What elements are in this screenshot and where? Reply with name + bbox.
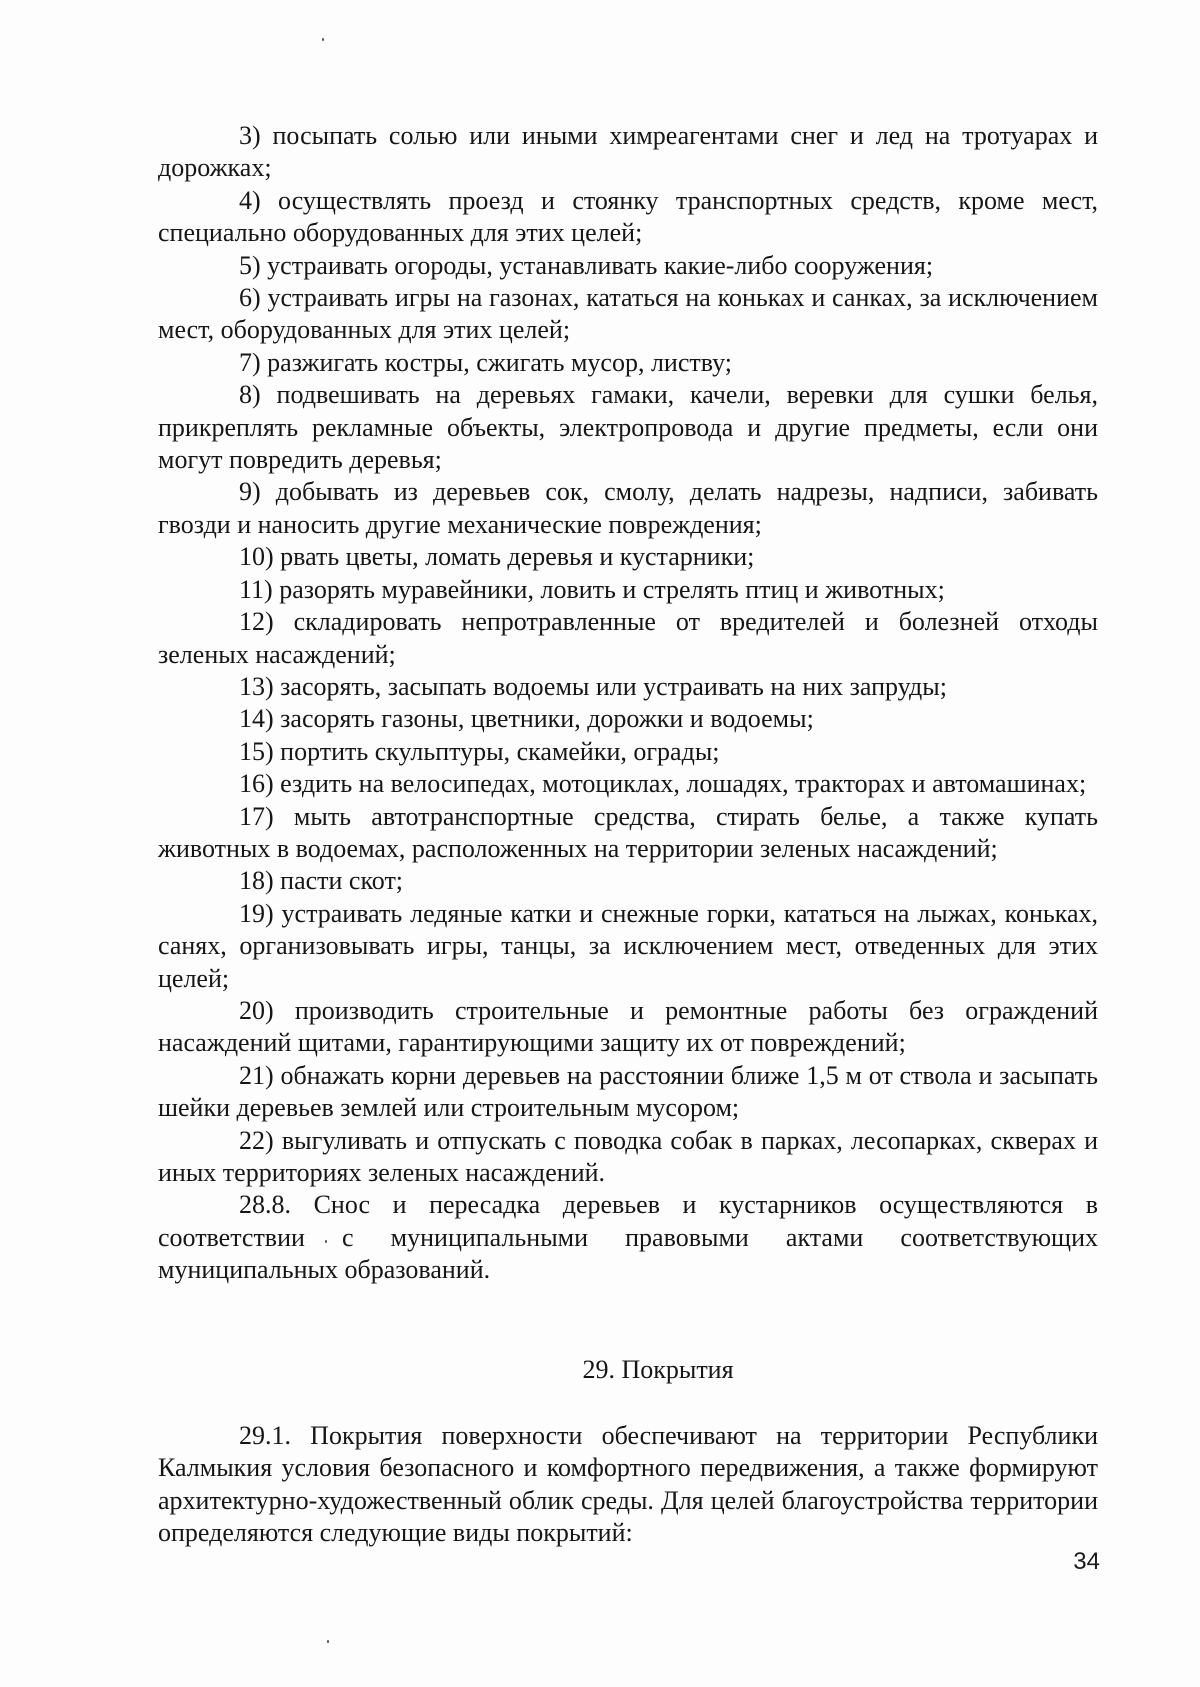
paragraph-item-19: 19) устраивать ледяные катки и снежные горки, кататься на лыжах, коньках, санях, организовывать игры, танцы, за исключением мест, отведенных для этих целей;	[158, 898, 1098, 993]
paragraph-item-8: 8) подвешивать на деревьях гамаки, качели, веревки для сушки белья, прикреплять рекламные объекты, электропровода и другие предметы, если они могут повредить деревья;	[158, 380, 1098, 475]
document-body	[158, 120, 1098, 1287]
paragraph-item-3: 3) посыпать солью или иными химреагентами снег и лед на тротуарах и дорожках;	[158, 121, 1098, 183]
paragraph-clause-28-8: 28.8. Снос и пересадка деревьев и кустарников осуществляются в соответствии с муниципальными правовыми актами соответствующих муниципальных образований.	[158, 1190, 1098, 1285]
scan-speck	[327, 1640, 329, 1643]
paragraph-item-16: 16) ездить на велосипедах, мотоциклах, лошадях, тракторах и автомашинах;	[239, 769, 1087, 799]
paragraph-item-22: 22) выгуливать и отпускать с поводка собак в парках, лесопарках, скверах и иных территориях зеленых насаждений.	[158, 1125, 1098, 1187]
paragraph-item-10: 10) рвать цветы, ломать деревья и кустарники;	[239, 542, 755, 572]
paragraph-item-18: 18) пасти скот;	[239, 866, 404, 896]
page-number: 34	[1073, 1548, 1100, 1575]
scan-speck	[322, 38, 324, 41]
paragraph-item-4: 4) осуществлять проезд и стоянку транспортных средств, кроме мест, специально оборудованных для этих целей;	[158, 185, 1098, 248]
section-heading: 29. Покрытия	[582, 1355, 734, 1384]
paragraph-item-21: 21) обнажать корни деревьев на расстоянии ближе 1,5 м от ствола и засыпать шейки деревьев землей или строительным мусором;	[158, 1060, 1098, 1123]
paragraph-item-17: 17) мыть автотранспортные средства, стирать белье, а также купать животных в водоемах, расположенных на территории зеленых насаждений;	[158, 801, 1098, 863]
section-body	[158, 1420, 1098, 1550]
paragraph-clause-29-1: 29.1. Покрытия поверхности обеспечивают на территории Республики Калмыкия условия безопасного и комфортного передвижения, а также формируют архитектурно-художественный облик среды. Для целей благоустройства территории определяются следующие виды покрытий:	[158, 1421, 1098, 1548]
paragraph-item-6: 6) устраивать игры на газонах, кататься на коньках и санках, за исключением мест, оборудованных для этих целей;	[158, 283, 1098, 345]
paragraph-item-7: 7) разжигать костры, сжигать мусор, листву;	[239, 347, 732, 377]
paragraph-item-11: 11) разорять муравейники, ловить и стрелять птиц и животных;	[239, 574, 945, 604]
paragraph-item-5: 5) устраивать огороды, устанавливать какие-либо сооружения;	[239, 250, 934, 280]
paragraph-item-12: 12) складировать непротравленные от вредителей и болезней отходы зеленых насаждений;	[158, 607, 1098, 669]
paragraph-item-15: 15) портить скульптуры, скамейки, ограды;	[239, 736, 720, 766]
paragraph-item-9: 9) добывать из деревьев сок, смолу, делать надрезы, надписи, забивать гвозди и наносить другие механические повреждения;	[158, 477, 1098, 539]
paragraph-item-13: 13) засорять, засыпать водоемы или устраивать на них запруды;	[239, 671, 947, 701]
paragraph-item-20: 20) производить строительные и ремонтные работы без ограждений насаждений щитами, гарантирующими защиту их от повреждений;	[158, 995, 1098, 1058]
paragraph-item-14: 14) засорять газоны, цветники, дорожки и водоемы;	[239, 704, 814, 734]
